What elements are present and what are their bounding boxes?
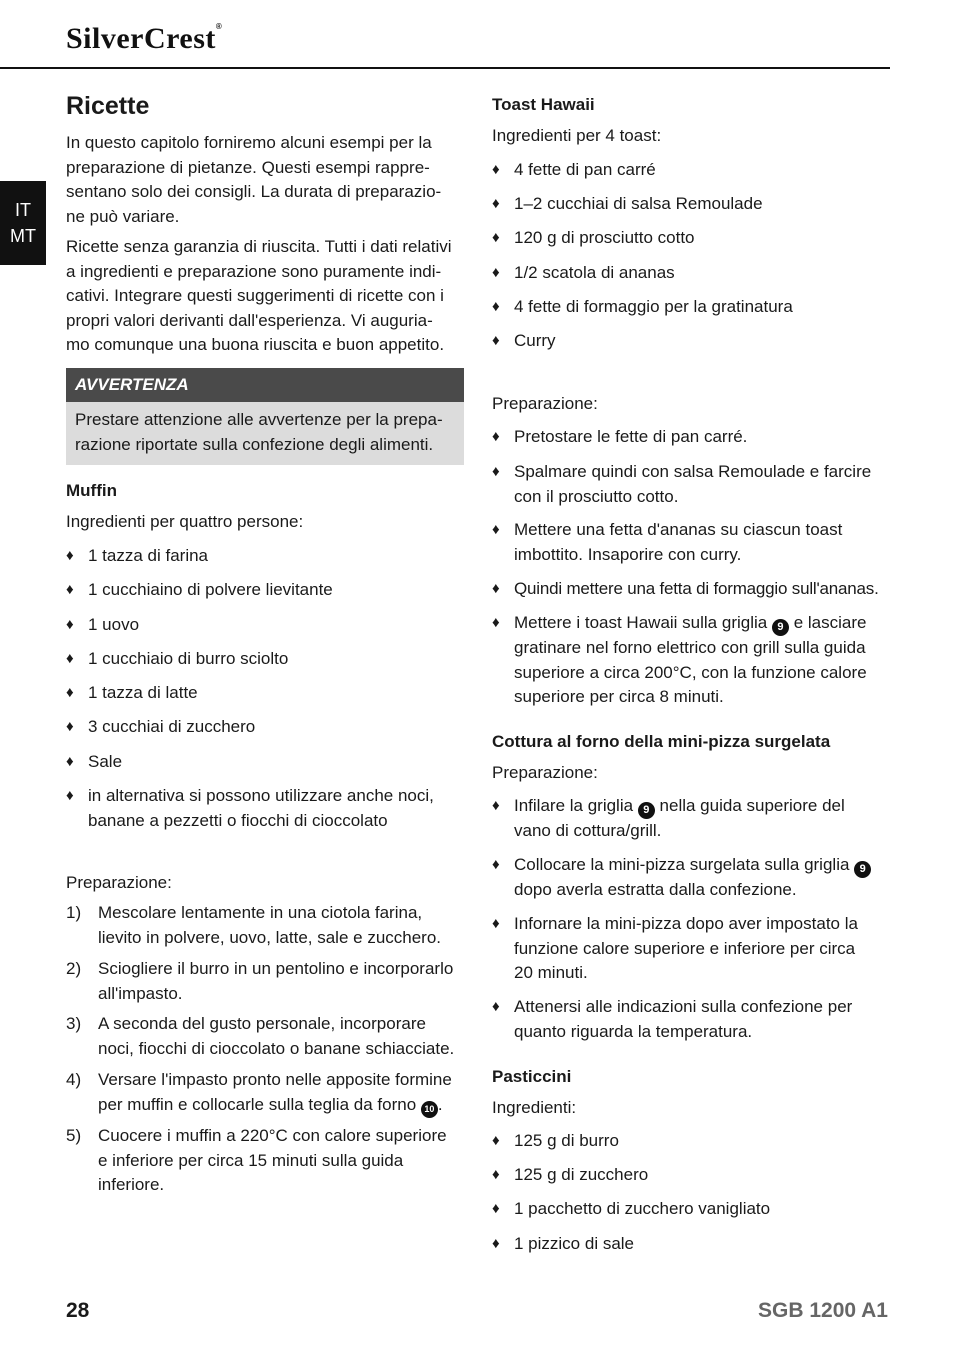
list-item-text: Pretostare le fette di pan carré. <box>514 427 748 446</box>
item-9-ref-icon: 9 <box>638 802 655 819</box>
bullet-icon: ♦ <box>492 998 500 1015</box>
bullet-icon: ♦ <box>492 264 500 281</box>
toast-ingredients-label: Ingredienti per 4 toast: <box>492 126 662 145</box>
list-item <box>66 715 255 740</box>
list-item <box>66 647 288 672</box>
step-number: 1) <box>66 903 82 922</box>
muffin-prep-label: Preparazione: <box>66 873 172 892</box>
list-item <box>492 158 656 183</box>
bullet-icon: ♦ <box>66 718 74 735</box>
step-item <box>66 1068 452 1118</box>
step-text: noci, fiocchi di cioccolato o banane schiacciate. <box>98 1038 455 1058</box>
list-item <box>66 750 122 775</box>
list-item <box>492 261 675 286</box>
step-item <box>66 957 453 1006</box>
header-rule <box>0 67 890 69</box>
bullet-icon: ♦ <box>492 580 500 597</box>
list-item-text: 125 g di zucchero <box>514 1165 649 1184</box>
bullet-icon: ♦ <box>492 1132 500 1149</box>
step-text: Cuocere i muffin a 220°C con calore superiore <box>98 1126 447 1145</box>
list-item <box>492 1163 648 1188</box>
list-item-text: 1 uovo <box>88 615 140 634</box>
list-item <box>492 577 879 602</box>
intro-line: sentano solo dei consigli. La durata di preparazio- <box>66 182 442 201</box>
step-number: 4) <box>66 1070 82 1089</box>
step-text: inferiore. <box>98 1175 165 1194</box>
list-item-text: funzione calore superiore e inferiore per circa <box>514 938 856 958</box>
list-item-text: 3 cucchiai di zucchero <box>88 717 256 736</box>
model-number: SGB 1200 A1 <box>758 1299 888 1322</box>
bullet-icon: ♦ <box>66 684 74 701</box>
bullet-icon: ♦ <box>66 650 74 667</box>
list-item-text: 4 fette di pan carré <box>514 160 656 179</box>
item-10-ref-icon: 10 <box>421 1101 438 1118</box>
list-item-text: 1–2 cucchiai di salsa Remoulade <box>514 194 763 213</box>
list-item-text: superiore a circa 200°C, con la funzione calore <box>514 662 867 682</box>
list-item-text: 20 minuti. <box>514 963 588 982</box>
list-item-text: Sale <box>88 752 123 771</box>
warning-line: razione riportate sulla confezione degli alimenti. <box>75 434 434 454</box>
pizza-prep-label: Preparazione: <box>492 763 598 782</box>
list-item-text: Collocare la mini-pizza surgelata sulla griglia <box>514 855 850 874</box>
list-item-text: 1 pacchetto di zucchero vanigliato <box>514 1199 771 1218</box>
step-text: . <box>437 1094 443 1114</box>
list-item-text: 1 tazza di latte <box>88 683 198 702</box>
intro-line: a ingredienti e preparazione sono puramente indi- <box>66 261 442 281</box>
list-item <box>66 544 208 569</box>
list-item <box>492 995 852 1044</box>
list-item <box>492 295 793 320</box>
list-item <box>492 611 867 710</box>
item-9-ref-icon: 9 <box>854 861 871 878</box>
list-item-text: 125 g di burro <box>514 1131 619 1150</box>
step-text: e inferiore per circa 15 minuti sulla guida <box>98 1150 404 1170</box>
list-item-text: 1 pizzico di sale <box>514 1234 635 1253</box>
pizza-title: Cottura al forno della mini-pizza surgelata <box>492 732 831 751</box>
step-text: Versare l'impasto pronto nelle apposite formine <box>98 1070 452 1089</box>
bullet-icon: ♦ <box>66 787 74 804</box>
item-9-ref-icon: 9 <box>772 619 789 636</box>
step-number: 2) <box>66 959 82 978</box>
bullet-icon: ♦ <box>492 856 500 873</box>
list-item-text: con il prosciutto cotto. <box>514 486 679 506</box>
list-item-text: in alternativa si possono utilizzare anche noci, <box>88 786 434 805</box>
step-item <box>66 1012 454 1061</box>
list-item <box>492 1197 770 1222</box>
bullet-icon: ♦ <box>492 797 500 814</box>
page-title: Ricette <box>66 92 150 120</box>
intro-line: preparazione di pietanze. Questi esempi rappre- <box>66 157 430 177</box>
bullet-icon: ♦ <box>492 521 500 538</box>
list-item <box>66 578 333 603</box>
list-item <box>492 329 556 354</box>
list-item-text: 1 tazza di farina <box>88 546 209 565</box>
lang-it: IT <box>15 200 31 220</box>
lang-mt: MT <box>10 226 36 246</box>
warning-line: Prestare attenzione alle avvertenze per la prepa- <box>75 410 443 429</box>
list-item-text: 120 g di prosciutto cotto <box>514 228 695 247</box>
muffin-title: Muffin <box>66 481 117 500</box>
bullet-icon: ♦ <box>492 229 500 246</box>
pasticcini-ingredients-label: Ingredienti: <box>492 1098 577 1117</box>
bullet-icon: ♦ <box>66 547 74 564</box>
step-text: Mescolare lentamente in una ciotola farina, <box>98 903 423 922</box>
list-item <box>492 853 871 903</box>
step-text: A seconda del gusto personale, incorporare <box>98 1014 426 1033</box>
step-number: 5) <box>66 1126 82 1145</box>
registered-mark: ® <box>215 22 223 31</box>
list-item <box>492 912 858 986</box>
warning-text <box>66 402 464 465</box>
toast-title: Toast Hawaii <box>492 95 595 114</box>
list-item-text: e lasciare <box>793 613 867 632</box>
bullet-icon: ♦ <box>66 753 74 770</box>
step-text: Sciogliere il burro in un pentolino e incorporarlo <box>98 959 454 978</box>
step-item <box>66 901 441 950</box>
list-item-text: Mettere i toast Hawaii sulla griglia <box>514 613 768 632</box>
list-item-text: Spalmare quindi con salsa Remoulade e farcire <box>514 462 872 481</box>
list-item <box>66 613 139 638</box>
warning-title: AVVERTENZA <box>66 368 464 402</box>
list-item-text: 1/2 scatola di ananas <box>514 263 675 282</box>
step-text: per muffin e collocarle sulla teglia da forno <box>98 1094 417 1114</box>
list-item <box>492 460 871 509</box>
warning-box <box>66 368 464 465</box>
list-item-text: Attenersi alle indicazioni sulla confezione per <box>514 997 853 1016</box>
step-text: lievito in polvere, uovo, latte, sale e zucchero. <box>98 927 442 947</box>
intro-line: Ricette senza garanzia di riuscita. Tutti i dati relativi <box>66 237 452 256</box>
intro-line: ne può variare. <box>66 206 180 226</box>
list-item-text: 1 cucchiaio di burro sciolto <box>88 649 289 668</box>
language-tab <box>0 181 46 265</box>
bullet-icon: ♦ <box>492 332 500 349</box>
bullet-icon: ♦ <box>66 616 74 633</box>
list-item-text: nella guida superiore del <box>659 796 845 815</box>
bullet-icon: ♦ <box>492 1200 500 1217</box>
brand-logo <box>66 22 222 56</box>
bullet-icon: ♦ <box>492 1166 500 1183</box>
bullet-icon: ♦ <box>492 614 500 631</box>
list-item-text: Curry <box>514 331 556 350</box>
list-item <box>492 226 695 251</box>
toast-prep-label: Preparazione: <box>492 394 598 413</box>
intro-line: In questo capitolo forniremo alcuni esempi per la <box>66 133 432 152</box>
intro-line: cativi. Integrare questi suggerimenti di ricette con i <box>66 286 444 305</box>
list-item <box>492 1232 634 1257</box>
list-item-text: Infilare la griglia <box>514 796 634 815</box>
bullet-icon: ♦ <box>66 581 74 598</box>
list-item-text: dopo averla estratta dalla confezione. <box>514 880 797 899</box>
list-item <box>66 681 198 706</box>
bullet-icon: ♦ <box>492 463 500 480</box>
step-item <box>66 1124 447 1198</box>
list-item <box>492 518 842 567</box>
bullet-icon: ♦ <box>492 195 500 212</box>
intro-paragraph-1 <box>66 131 464 229</box>
list-item-text: gratinare nel forno elettrico con grill sulla guida <box>514 638 866 657</box>
list-item <box>492 192 763 217</box>
list-item-text: Quindi mettere una fetta di formaggio sull'ananas. <box>514 579 879 598</box>
intro-line: propri valori derivanti dall'esperienza. Vi auguria- <box>66 310 433 330</box>
list-item <box>492 1129 619 1154</box>
step-number: 3) <box>66 1014 82 1033</box>
list-item-text: banane a pezzetti o fiocchi di cioccolato <box>88 810 388 830</box>
list-item <box>492 425 747 450</box>
step-text: all'impasto. <box>98 983 183 1003</box>
list-item-text: 4 fette di formaggio per la gratinatura <box>514 297 793 316</box>
bullet-icon: ♦ <box>492 428 500 445</box>
brand-name: SilverCrest <box>66 22 216 55</box>
pasticcini-title: Pasticcini <box>492 1067 572 1086</box>
page-number: 28 <box>66 1299 90 1322</box>
list-item-text: Mettere una fetta d'ananas su ciascun toast <box>514 520 843 539</box>
intro-line: mo comunque una buona riuscita e buon appetito. <box>66 335 445 354</box>
list-item <box>66 784 464 833</box>
list-item-text: Infornare la mini-pizza dopo aver impostato la <box>514 914 858 933</box>
list-item <box>492 794 845 844</box>
list-item-text: imbottito. Insaporire con curry. <box>514 544 742 564</box>
bullet-icon: ♦ <box>492 298 500 315</box>
list-item-text: quanto riguarda la temperatura. <box>514 1021 753 1041</box>
list-item-text: superiore per circa 8 minuti. <box>514 687 724 706</box>
list-item-text: vano di cottura/grill. <box>514 821 662 840</box>
bullet-icon: ♦ <box>492 1235 500 1252</box>
bullet-icon: ♦ <box>492 915 500 932</box>
bullet-icon: ♦ <box>492 161 500 178</box>
muffin-ingredients-label: Ingredienti per quattro persone: <box>66 512 304 531</box>
intro-paragraph-2 <box>66 235 464 358</box>
list-item-text: 1 cucchiaino di polvere lievitante <box>88 580 333 599</box>
